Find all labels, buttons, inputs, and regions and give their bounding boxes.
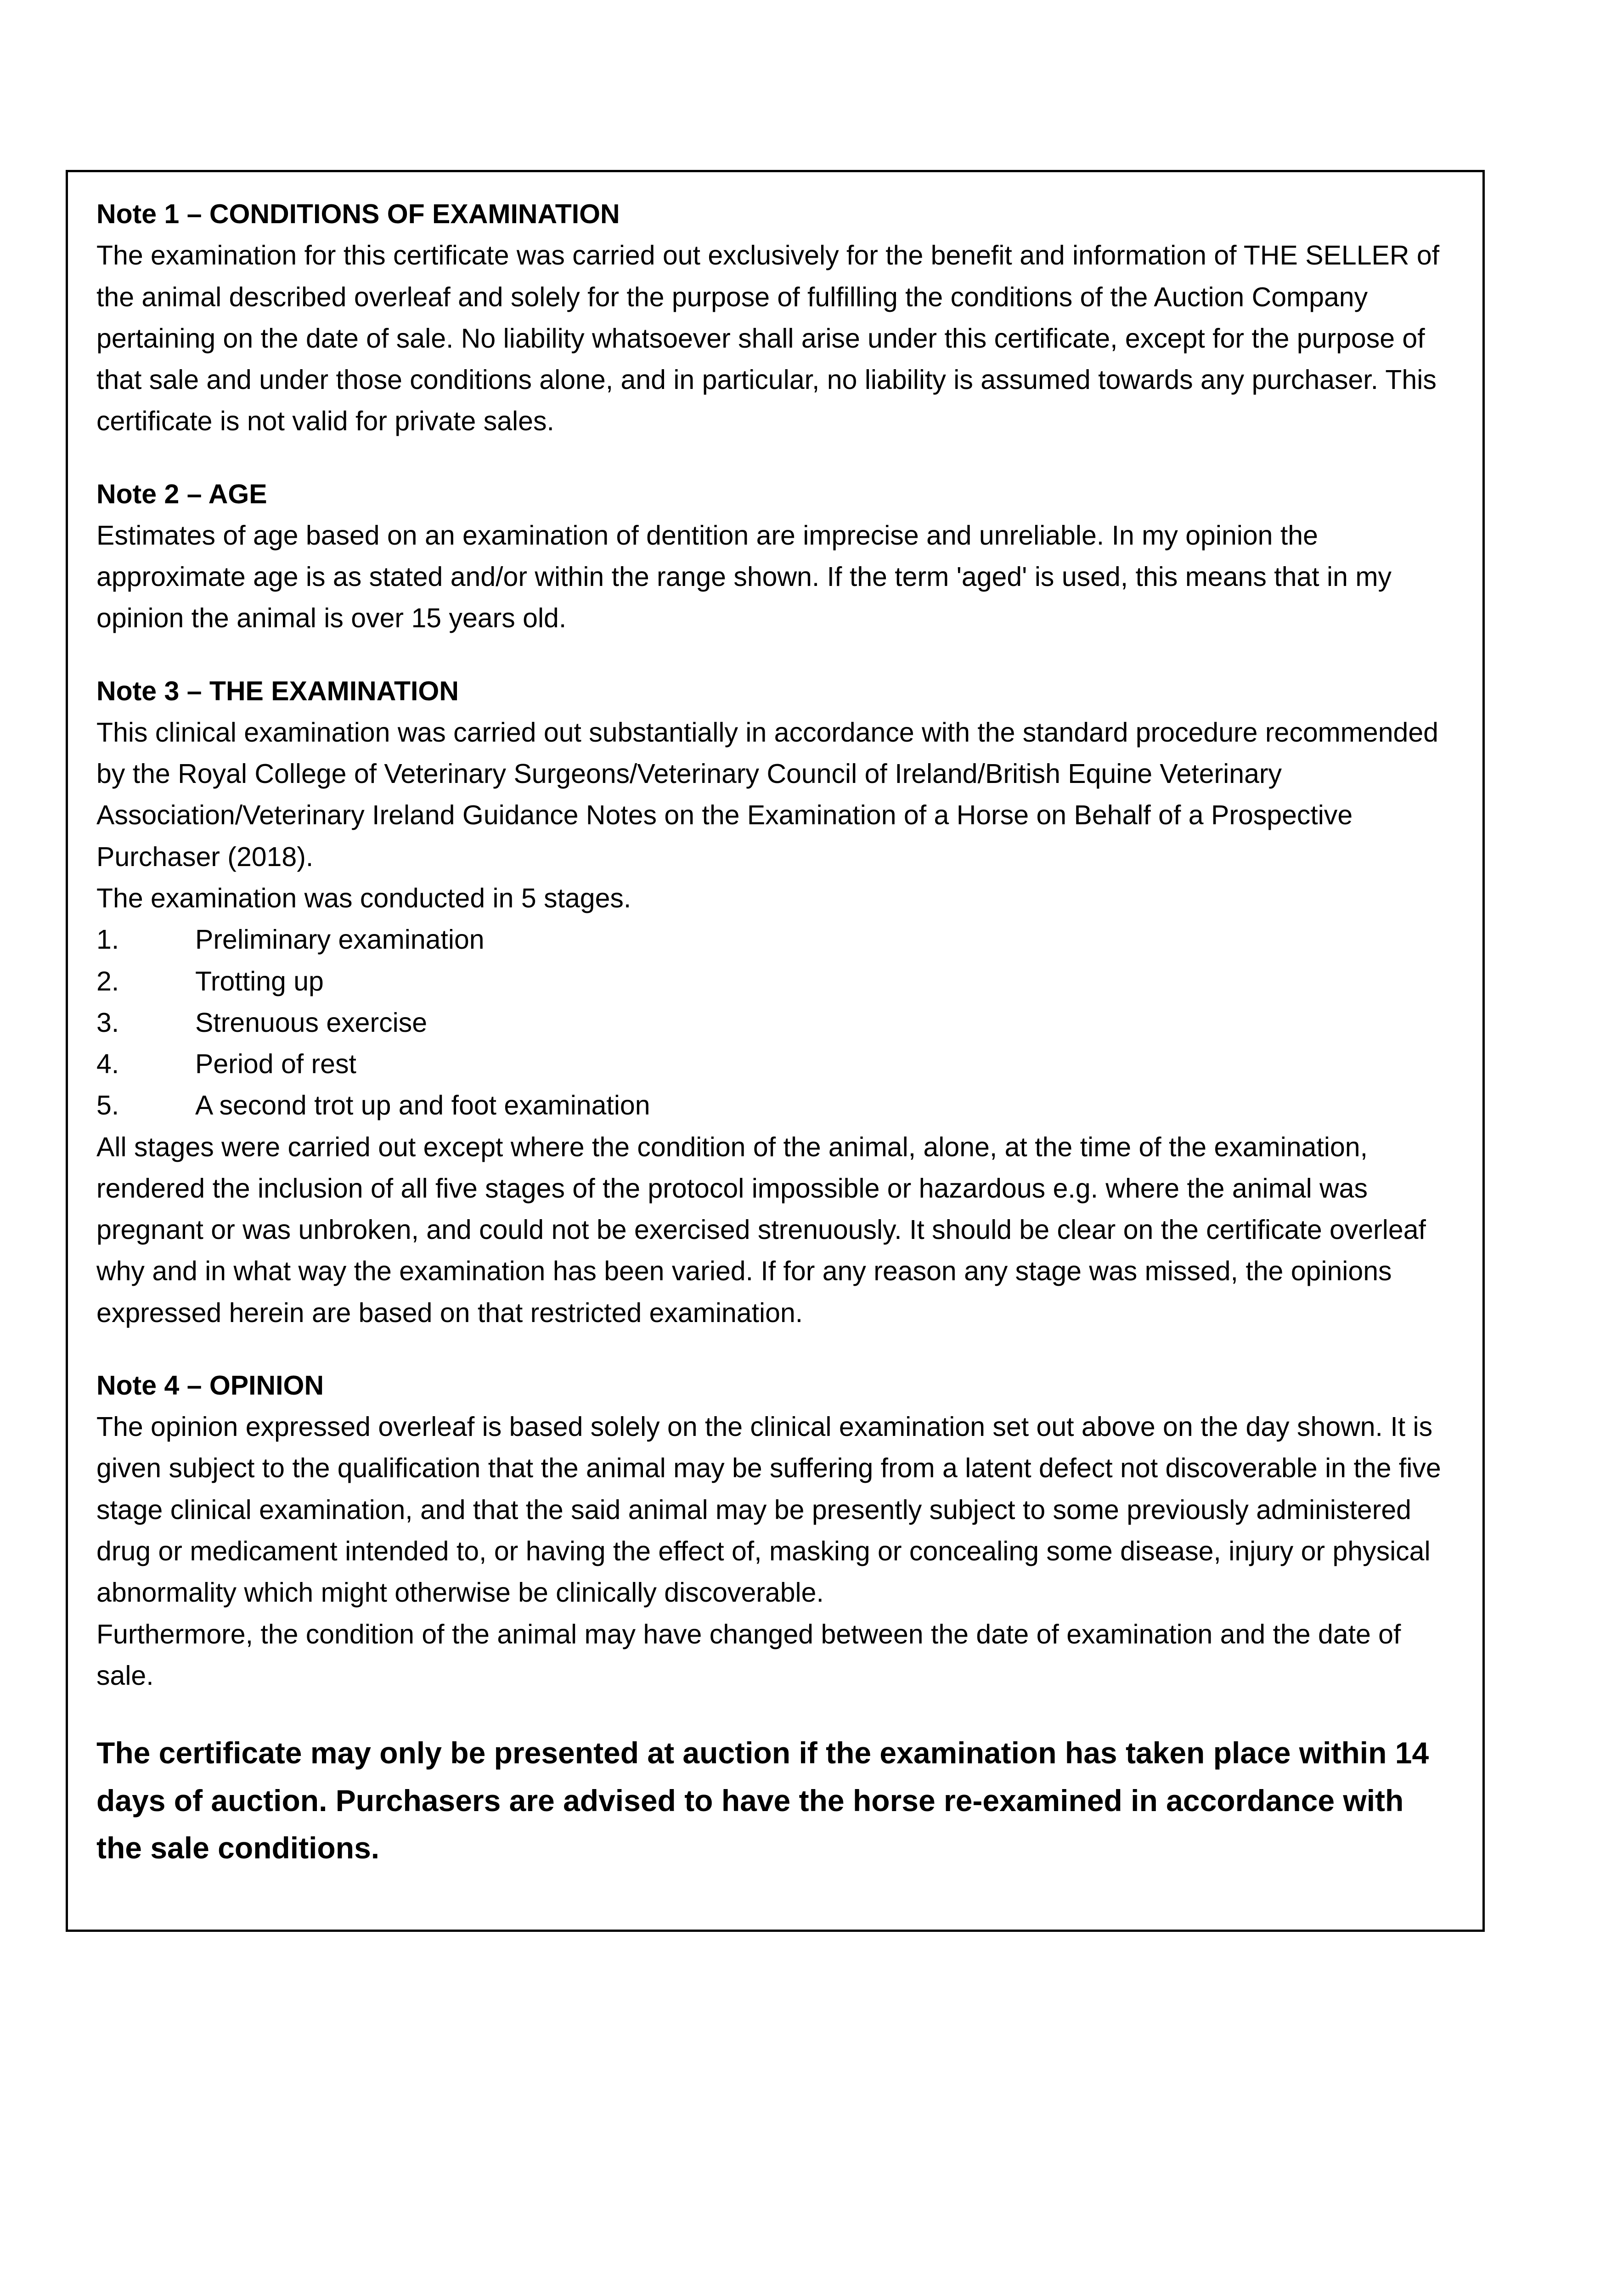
note-1 [96,193,1450,442]
stage-number: 5. [96,1090,119,1121]
stage-label: Strenuous exercise [195,1007,428,1038]
note-4-body: The opinion expressed overleaf is based solely on the clinical examination set out above on the day shown. It is given subject to the qualification that the animal may be suffering from a latent defect not discoverable in the five stage clinical examination, and that the said animal may be presently subject to some previously administered drug or medicament intended to, or having the effect of, masking or concealing some disease, injury or physical abnormality which might otherwise be clinically discoverable. [96,1412,1441,1608]
note-2-heading: Note 2 – AGE [96,478,267,509]
notes-box [66,170,1485,1932]
spacer-2 [96,639,1450,670]
list-item [96,1043,1450,1085]
stage-label: A second trot up and foot examination [195,1090,650,1121]
note-2-body: Estimates of age based on an examination of dentition are imprecise and unreliable. In my opinion the approximate age is as stated and/or within the range shown. If the term 'aged' is used, this means that in my opinion the animal is over 15 years old. [96,520,1392,634]
note-3-body2: The examination was conducted in 5 stages. [96,883,631,913]
note-4-body2: Furthermore, the condition of the animal may have changed between the date of examination and the date of sale. [96,1619,1401,1691]
stage-number: 2. [96,966,119,996]
spacer-1 [96,442,1450,473]
note-1-body: The examination for this certificate was carried out exclusively for the benefit and information of THE SELLER of the animal described overleaf and solely for the purpose of fulfilling the conditions of the Auction Company pertaining on the date of sale. No liability whatsoever shall arise under this certificate, except for the purpose of that sale and under those conditions alone, and in particular, no liability is assumed towards any purchaser. This certificate is not valid for private sales. [96,240,1440,437]
stage-number: 1. [96,924,119,955]
notes-content [96,193,1450,1872]
list-item [96,961,1450,1002]
note-3 [96,670,1450,1334]
examination-stages-list [96,919,1450,1126]
note-1-heading: Note 1 – CONDITIONS OF EXAMINATION [96,199,620,229]
list-item [96,919,1450,960]
closing-statement: The certificate may only be presented at auction if the examination has taken place within 14 days of auction. Purchasers are advised to have the horse re-examined in accordance with the sale conditions. [96,1736,1429,1865]
stage-label: Preliminary examination [195,924,485,955]
list-item [96,1002,1450,1043]
note-4-heading: Note 4 – OPINION [96,1370,324,1401]
note-3-body: This clinical examination was carried out substantially in accordance with the standard procedure recommended by the Royal College of Veterinary Surgeons/Veterinary Council of Ireland/British Equine Veterinary Association/Veterinary Ireland Guidance Notes on the Examination of a Horse on Behalf of a Prospective Purchaser (2018). [96,717,1438,872]
stage-number: 4. [96,1049,119,1080]
stage-number: 3. [96,1007,119,1038]
note-2 [96,473,1450,639]
list-item [96,1085,1450,1126]
note-4 [96,1365,1450,1696]
stage-label: Period of rest [195,1049,356,1080]
note-3-body3: All stages were carried out except where the condition of the animal, alone, at the time of the examination, rendered the inclusion of all five stages of the protocol impossible or hazardous e.g. where the animal was pregnant or was unbroken, and could not be exercised strenuously. It should be clear on the certificate overleaf why and in what way the examination has been varied. If for any reason any stage was missed, the opinions expressed herein are based on that restricted examination. [96,1131,1426,1328]
spacer-3 [96,1334,1450,1365]
note-3-heading: Note 3 – THE EXAMINATION [96,675,459,706]
stage-label: Trotting up [195,966,324,996]
